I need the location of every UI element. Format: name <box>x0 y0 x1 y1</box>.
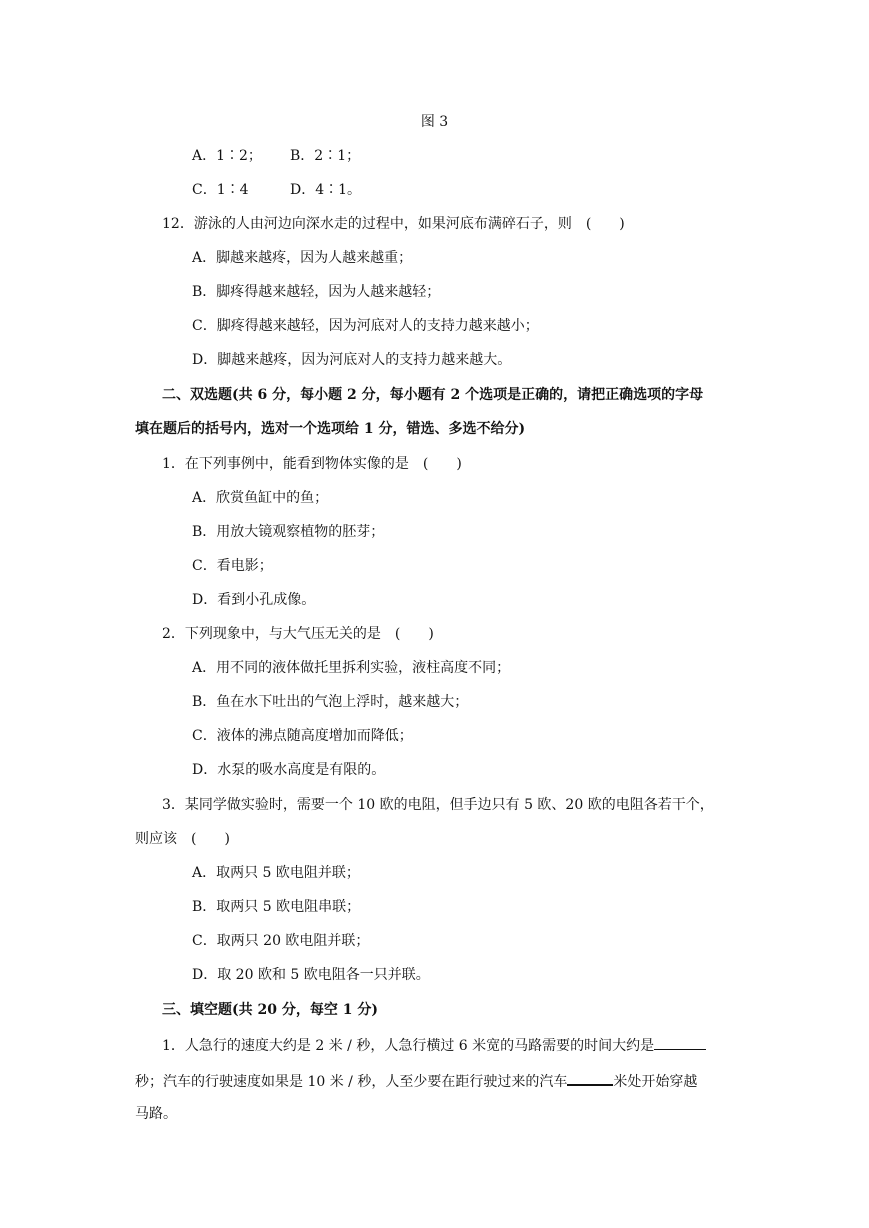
q11-option-c: C．1∶4 <box>192 182 249 198</box>
section2-heading-line1: 二、双选题(共 6 分，每小题 2 分，每小题有 2 个选项是正确的，请把正确选项的字母 <box>162 387 704 403</box>
answer-blank-2[interactable] <box>567 1070 613 1086</box>
q11-option-d: D．4∶1。 <box>290 182 362 198</box>
s2-q3-option-c: C．取两只 20 欧电阻并联； <box>192 933 370 949</box>
q12-option-c: C．脚疼得越来越轻，因为河底对人的支持力越来越小； <box>192 318 539 334</box>
s3-q1-line2-text-b: 米处开始穿越 <box>613 1074 698 1090</box>
figure-caption: 图 3 <box>420 114 449 130</box>
s2-q1-option-c: C．看电影； <box>192 558 273 574</box>
q12-stem: 12．游泳的人由河边向深水走的过程中，如果河底布满碎石子，则 ( ) <box>162 216 625 232</box>
s2-q1-option-a: A．欣赏鱼缸中的鱼； <box>192 490 329 506</box>
s2-q3-option-b: B．取两只 5 欧电阻串联； <box>192 899 361 915</box>
s2-q2-option-c: C．液体的沸点随高度增加而降低； <box>192 728 413 744</box>
s2-q2-stem: 2．下列现象中，与大气压无关的是 ( ) <box>162 626 434 642</box>
s2-q2-option-d: D．水泵的吸水高度是有限的。 <box>192 762 386 778</box>
s3-q1-line2-text-a: 秒；汽车的行驶速度如果是 10 米 / 秒，人至少要在距行驶过来的汽车 <box>135 1074 568 1090</box>
s2-q3-stem-line2: 则应该 ( ) <box>135 831 230 847</box>
s2-q3-option-d: D．取 20 欧和 5 欧电阻各一只并联。 <box>192 967 430 983</box>
s2-q1-option-d: D．看到小孔成像。 <box>192 592 316 608</box>
s3-q1-line1-text: 1．人急行的速度大约是 2 米 / 秒，人急行横过 6 米宽的马路需要的时间大约是 <box>162 1038 655 1054</box>
section3-heading: 三、填空题(共 20 分，每空 1 分) <box>162 1002 378 1018</box>
s2-q3-stem-line1: 3．某同学做实验时，需要一个 10 欧的电阻，但手边只有 5 欧、20 欧的电阻各若干个， <box>162 797 714 813</box>
q12-option-b: B．脚疼得越来越轻，因为人越来越轻； <box>192 284 441 300</box>
q11-option-b: B．2∶1； <box>290 148 361 164</box>
s3-q1-line3: 马路。 <box>135 1106 177 1122</box>
q12-option-a: A．脚越来越疼，因为人越来越重； <box>192 250 413 266</box>
s3-q1-line2 <box>135 1070 697 1092</box>
s3-q1-line1 <box>162 1035 706 1056</box>
s2-q1-option-b: B．用放大镜观察植物的胚芽； <box>192 524 385 540</box>
q12-option-d: D．脚越来越疼，因为河底对人的支持力越来越大。 <box>192 352 512 368</box>
section2-heading-line2: 填在题后的括号内，选对一个选项给 1 分，错选、多选不给分) <box>135 421 526 437</box>
answer-blank-1[interactable] <box>654 1035 706 1050</box>
s2-q3-option-a: A．取两只 5 欧电阻并联； <box>192 865 360 881</box>
q11-option-a: A．1∶2； <box>192 148 262 164</box>
s2-q2-option-a: A．用不同的液体做托里拆利实验，液柱高度不同； <box>192 660 511 676</box>
s2-q2-option-b: B．鱼在水下吐出的气泡上浮时，越来越大； <box>192 694 469 710</box>
s2-q1-stem: 1．在下列事例中，能看到物体实像的是 ( ) <box>162 456 462 472</box>
